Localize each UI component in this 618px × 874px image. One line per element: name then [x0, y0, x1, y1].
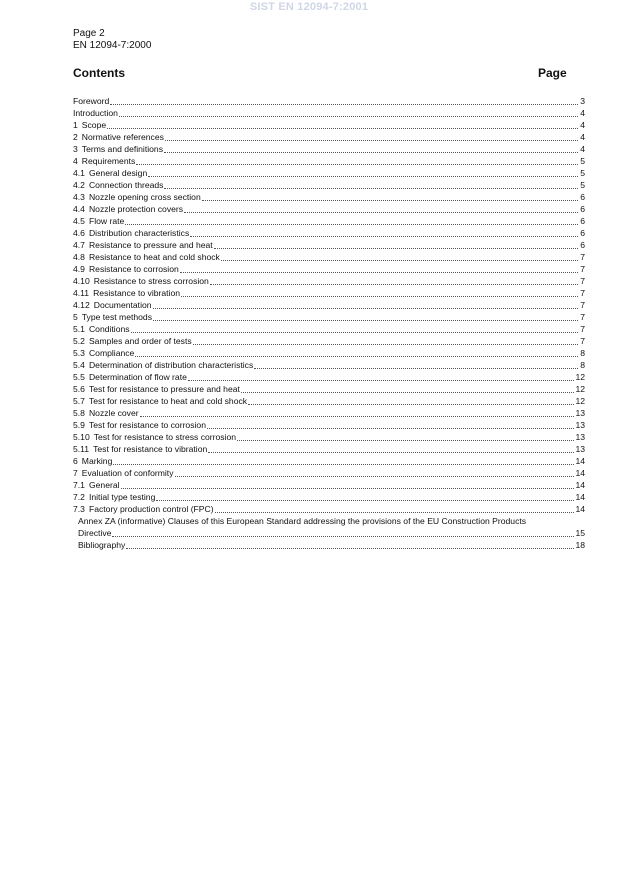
toc-entry-page: 7 [580, 252, 585, 262]
toc-entry-number: 3 [73, 144, 78, 154]
dot-leader [126, 540, 574, 549]
toc-entry-number: 6 [73, 456, 78, 466]
toc-entry-title: Flow rate [88, 216, 125, 226]
toc-entry-page: 7 [580, 312, 585, 322]
toc-entry-4[interactable] [73, 155, 585, 167]
toc-entry-number: 7.3 [73, 504, 85, 514]
dot-leader [215, 504, 575, 513]
toc-entry-introduction[interactable] [73, 107, 585, 119]
toc-entry-number: 5.11 [73, 444, 90, 454]
toc-entry-5-4[interactable] [73, 359, 585, 371]
toc-entry-page: 7 [580, 288, 585, 298]
toc-entry-4-8[interactable] [73, 251, 585, 263]
toc-entry-title: Test for resistance to corrosion [88, 420, 206, 430]
toc-entry-number: 5.7 [73, 396, 85, 406]
dot-leader [110, 96, 578, 105]
dot-leader [202, 192, 578, 201]
toc-entry-page: 15 [575, 528, 585, 538]
dot-leader [214, 240, 578, 249]
dot-leader [125, 216, 578, 225]
toc-entry-2[interactable] [73, 131, 585, 143]
toc-entry-title: Determination of flow rate [88, 372, 187, 382]
toc-entry-title: Type test methods [81, 312, 152, 322]
toc-entry-5[interactable] [73, 311, 585, 323]
toc-entry-page: 6 [580, 192, 585, 202]
toc-entry-number: 5.6 [73, 384, 85, 394]
toc-entry-bibliography[interactable] [73, 539, 585, 551]
toc-entry-number: 5.8 [73, 408, 85, 418]
toc-entry-title: Introduction [73, 108, 118, 118]
dot-leader [112, 528, 574, 537]
toc-entry-page: 3 [580, 96, 585, 106]
toc-entry-title: Evaluation of conformity [81, 468, 174, 478]
toc-entry-7-3[interactable] [73, 503, 585, 515]
toc-entry-4-11[interactable] [73, 287, 585, 299]
dot-leader [121, 480, 575, 489]
toc-entry-title: Test for resistance to pressure and heat [88, 384, 240, 394]
toc-entry-number: 5.4 [73, 360, 85, 370]
toc-entry-page: 6 [580, 240, 585, 250]
toc-entry-page: 5 [580, 168, 585, 178]
toc-entry-page: 5 [580, 180, 585, 190]
toc-entry-number: 4.2 [73, 180, 85, 190]
toc-entry-title: Terms and definitions [81, 144, 163, 154]
toc-entry-5-11[interactable] [73, 443, 585, 455]
toc-entry-title: Distribution characteristics [88, 228, 190, 238]
dot-leader [180, 264, 578, 273]
toc-entry-page: 13 [575, 432, 585, 442]
toc-entry-page: 7 [580, 324, 585, 334]
dot-leader [113, 456, 574, 465]
toc-entry-5-2[interactable] [73, 335, 585, 347]
toc-entry-5-3[interactable] [73, 347, 585, 359]
toc-entry-title: Nozzle cover [88, 408, 139, 418]
toc-entry-4-9[interactable] [73, 263, 585, 275]
toc-entry-4-10[interactable] [73, 275, 585, 287]
toc-entry-number: 4.11 [73, 288, 90, 298]
dot-leader [153, 312, 578, 321]
toc-entry-title: Test for resistance to stress corrosion [93, 432, 237, 442]
watermark: SIST EN 12094-7:2001 [249, 1, 369, 13]
toc-entry-foreword[interactable] [73, 95, 585, 107]
toc-entry-number: 5 [73, 312, 78, 322]
dot-leader [190, 228, 578, 237]
toc-entry-title: Initial type testing [88, 492, 156, 502]
toc-entry-4-4[interactable] [73, 203, 585, 215]
toc-entry-number: 4.4 [73, 204, 85, 214]
toc-entry-page: 6 [580, 204, 585, 214]
toc-entry-title: Normative references [81, 132, 164, 142]
toc-entry-title: Nozzle opening cross section [88, 192, 201, 202]
toc-entry-title: Test for resistance to vibration [93, 444, 208, 454]
toc-entry-4-1[interactable] [73, 167, 585, 179]
toc-entry-number: 4.6 [73, 228, 85, 238]
toc-entry-page: 12 [575, 396, 585, 406]
dot-leader [165, 132, 578, 141]
dot-leader [210, 276, 578, 285]
toc-entry-number: 5.2 [73, 336, 85, 346]
toc-entry-title: Documentation [93, 300, 152, 310]
dot-leader [237, 432, 574, 441]
dot-leader [175, 468, 575, 477]
dot-leader [181, 288, 578, 297]
toc-entry-title: Scope [81, 120, 107, 130]
toc-entry-number: 4.9 [73, 264, 85, 274]
toc-entry-page: 13 [575, 420, 585, 430]
toc-entry-title: Marking [81, 456, 113, 466]
toc-entry-title: Requirements [81, 156, 136, 166]
contents-title: Contents [73, 66, 125, 80]
toc-entry-title: Nozzle protection covers [88, 204, 184, 214]
toc-entry-7[interactable] [73, 467, 585, 479]
toc-entry-4-2[interactable] [73, 179, 585, 191]
toc-entry-4-5[interactable] [73, 215, 585, 227]
toc-entry-title: Test for resistance to heat and cold shock [88, 396, 248, 406]
toc-entry-page: 4 [580, 144, 585, 154]
toc-entry-page: 4 [580, 120, 585, 130]
toc-entry-page: 8 [580, 348, 585, 358]
toc-entry-5-8[interactable] [73, 407, 585, 419]
toc-entry-title: Samples and order of tests [88, 336, 192, 346]
toc-entry-number: 2 [73, 132, 78, 142]
toc-entry-5-10[interactable] [73, 431, 585, 443]
table-of-contents [73, 95, 585, 551]
toc-entry-page: 14 [575, 456, 585, 466]
toc-entry-5-9[interactable] [73, 419, 585, 431]
dot-leader [241, 384, 575, 393]
toc-entry-number: 4.5 [73, 216, 85, 226]
toc-entry-title: Resistance to pressure and heat [88, 240, 213, 250]
toc-entry-page: 5 [580, 156, 585, 166]
toc-entry-page: 14 [575, 504, 585, 514]
toc-entry-annex-za[interactable] [73, 515, 585, 527]
toc-entry-number: 5.3 [73, 348, 85, 358]
toc-entry-title: Determination of distribution characteristics [88, 360, 254, 370]
dot-leader [156, 492, 574, 501]
toc-entry-page: 14 [575, 468, 585, 478]
dot-leader [164, 144, 578, 153]
toc-entry-number: 7.1 [73, 480, 85, 490]
toc-entry-title: Connection threads [88, 180, 164, 190]
toc-entry-title: Bibliography [78, 540, 126, 550]
toc-entry-page: 12 [575, 372, 585, 382]
dot-leader [135, 348, 578, 357]
dot-leader [140, 408, 575, 417]
dot-leader [188, 372, 575, 381]
standard-number-label: EN 12094-7:2000 [73, 40, 152, 51]
toc-entry-title: Foreword [73, 96, 110, 106]
toc-entry-page: 12 [575, 384, 585, 394]
page-column-heading: Page [538, 66, 567, 80]
toc-entry-title: Conditions [88, 324, 130, 334]
toc-entry-4-6[interactable] [73, 227, 585, 239]
dot-leader [207, 420, 574, 429]
dot-leader [164, 180, 578, 189]
toc-entry-title: Annex ZA (informative) Clauses of this European Standard addressing the provisions of the EU Construction Products [78, 516, 527, 526]
toc-entry-5-1[interactable] [73, 323, 585, 335]
toc-entry-page: 7 [580, 276, 585, 286]
dot-leader [153, 300, 578, 309]
toc-entry-4-7[interactable] [73, 239, 585, 251]
toc-entry-page: 6 [580, 228, 585, 238]
dot-leader [119, 108, 578, 117]
toc-entry-number: 4.8 [73, 252, 85, 262]
toc-entry-page: 13 [575, 408, 585, 418]
toc-entry-page: 7 [580, 300, 585, 310]
dot-leader [131, 324, 578, 333]
toc-entry-number: 4.10 [73, 276, 90, 286]
toc-entry-number: 5.1 [73, 324, 85, 334]
toc-entry-page: 7 [580, 264, 585, 274]
toc-entry-1[interactable] [73, 119, 585, 131]
toc-entry-number: 5.10 [73, 432, 90, 442]
toc-entry-title: Directive [78, 528, 112, 538]
toc-entry-annex-za-continued[interactable] [73, 527, 585, 539]
toc-entry-page: 18 [575, 540, 585, 550]
dot-leader [148, 168, 578, 177]
toc-entry-number: 7.2 [73, 492, 85, 502]
toc-entry-title: Compliance [88, 348, 135, 358]
toc-entry-page: 4 [580, 108, 585, 118]
toc-entry-number: 1 [73, 120, 78, 130]
toc-entry-3[interactable] [73, 143, 585, 155]
toc-entry-page: 14 [575, 492, 585, 502]
toc-entry-number: 4.3 [73, 192, 85, 202]
toc-entry-7-2[interactable] [73, 491, 585, 503]
toc-entry-6[interactable] [73, 455, 585, 467]
toc-entry-title: Resistance to stress corrosion [93, 276, 209, 286]
toc-entry-page: 8 [580, 360, 585, 370]
toc-entry-title: Resistance to vibration [93, 288, 181, 298]
dot-leader [107, 120, 578, 129]
toc-entry-4-12[interactable] [73, 299, 585, 311]
toc-entry-number: 4.7 [73, 240, 85, 250]
toc-entry-number: 4.12 [73, 300, 90, 310]
toc-entry-page: 6 [580, 216, 585, 226]
dot-leader [136, 156, 578, 165]
toc-entry-page: 13 [575, 444, 585, 454]
toc-entry-5-7[interactable] [73, 395, 585, 407]
dot-leader [184, 204, 578, 213]
toc-entry-title: Factory production control (FPC) [88, 504, 214, 514]
dot-leader [221, 252, 578, 261]
toc-entry-number: 7 [73, 468, 78, 478]
toc-entry-title: Resistance to heat and cold shock [88, 252, 220, 262]
toc-entry-7-1[interactable] [73, 479, 585, 491]
toc-entry-title: Resistance to corrosion [88, 264, 179, 274]
toc-entry-number: 5.9 [73, 420, 85, 430]
page-number-label: Page 2 [73, 28, 105, 39]
toc-entry-5-6[interactable] [73, 383, 585, 395]
dot-leader [208, 444, 574, 453]
toc-entry-page: 14 [575, 480, 585, 490]
toc-entry-title: General design [88, 168, 148, 178]
dot-leader [254, 360, 578, 369]
toc-entry-number: 4 [73, 156, 78, 166]
toc-entry-number: 4.1 [73, 168, 85, 178]
toc-entry-number: 5.5 [73, 372, 85, 382]
toc-entry-title: General [88, 480, 120, 490]
toc-entry-page: 7 [580, 336, 585, 346]
toc-entry-5-5[interactable] [73, 371, 585, 383]
toc-entry-4-3[interactable] [73, 191, 585, 203]
dot-leader [193, 336, 578, 345]
dot-leader [248, 396, 574, 405]
toc-entry-page: 4 [580, 132, 585, 142]
